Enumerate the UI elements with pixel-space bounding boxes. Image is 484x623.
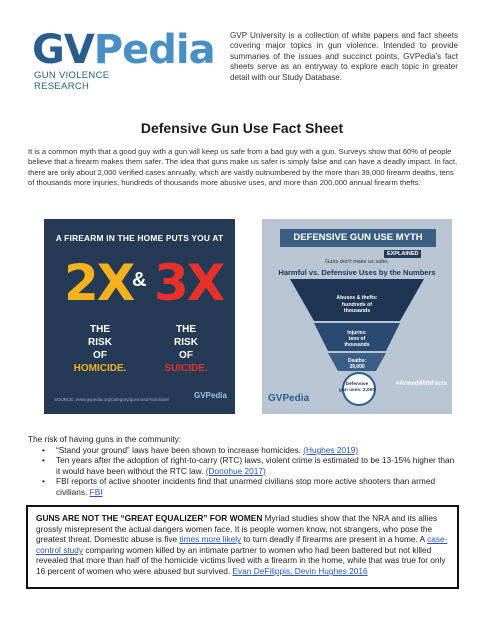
callout-heading: GUNS ARE NOT THE “GREAT EQUALIZER” FOR WOMEN — [36, 513, 263, 523]
myth-banner: DEFENSIVE GUN USE MYTH — [280, 229, 436, 247]
page-title: Defensive Gun Use Fact Sheet — [140, 120, 344, 136]
risk-list — [40, 445, 460, 497]
tier-injuries-label: Injuries: tens of thousands — [344, 330, 370, 348]
infographic-brand: GVPedia — [268, 393, 310, 404]
logo-wordmark: GVPedia — [32, 27, 215, 73]
homicide-multiplier: 2X — [64, 254, 134, 312]
risk-list-intro: The risk of having guns in the community: — [28, 434, 182, 444]
callout-link[interactable]: times more likely — [179, 534, 242, 545]
risk-infographic — [44, 219, 235, 414]
homicide-label: THE RISK OF HOMICIDE. — [73, 324, 127, 374]
callout-link[interactable]: case-control study — [36, 534, 448, 555]
infographic-brand: GVPedia — [194, 391, 227, 400]
women-callout-box: GUNS ARE NOT THE “GREAT EQUALIZER” FOR WOMEN Myriad studies show that the NRA and its allies grossly misrepresent the actual dangers women face. It is people women know, not strangers, who pose the greatest threat. Domestic abuse is five times more likely to turn deadly if firearms are present in a home. A case-control study comparing women killed by an intimate partner to women who had been battered but not killed revealed that more than half of the homicide victims lived with a firearm in the home, while that was true for only 16 percent of women who were abused but survived. Evan DeFilippis, Devin Hughes 2016 — [26, 505, 459, 589]
callout-citation-link[interactable]: Evan DeFilippis, Devin Hughes 2016 — [232, 565, 368, 576]
myth-subline: Guns don't make us safer. — [325, 259, 389, 265]
intro-paragraph: It is a common myth that a good guy with a gun will keep us safe from a bad guy with a gun. Surveys show that 60% of people believe that a firearm makes them safer. The idea that guns make us safer is simply false and can have a deadly impact. In fact, there are only about 2,000 verified cases annually, which are vastly outnumbered by the more than 39,000 firearm deaths, tens of thousands more injuries, hundreds of thousands more abusive uses, and more than 200,000 annual firearm thefts. — [28, 147, 458, 187]
suicide-multiplier: 3X — [154, 254, 224, 312]
tier-abuses-label: Abuses & thefts: hundreds of thousands — [336, 295, 378, 314]
citation-link[interactable]: (Donohue 2017) — [205, 465, 266, 476]
myth-infographic — [262, 219, 452, 414]
hashtag: #ArmedWithFacts — [396, 381, 447, 387]
tier-defensive-label: Defensive gun uses: 2,000 — [339, 382, 375, 393]
ampersand: & — [132, 269, 147, 291]
list-item: • Ten years after the adoption of right-to-carry (RTC) laws, violent crime is estimated to be 13-15% higher than it would have been without the RTC law. (Donohue 2017) — [40, 455, 460, 476]
intro-text: GVP University is a collection of white papers and fact sheets covering major topics in gun violence. Intended to provide summaries of the issues and succinct points, GVPedia’s fact sheets serve as an entryway to explore each topic in greater detail with our Study Database. — [230, 31, 458, 82]
gvpedia-logo — [32, 27, 215, 98]
citation-link[interactable]: FBI — [89, 486, 103, 497]
myth-heading: Harmful vs. Defensive Uses by the Numbers — [278, 268, 436, 277]
suicide-label: THE RISK OF SUICIDE. — [164, 324, 208, 374]
list-item: • “Stand your ground” laws have been shown to increase homicides. (Hughes 2019) — [40, 445, 460, 455]
infographic-source: SOURCE: www.gvpedia.org/category/guns-and-homicide/ — [54, 397, 170, 402]
citation-link[interactable]: (Hughes 2019) — [303, 445, 359, 455]
explained-tag: EXPLAINED — [384, 250, 421, 258]
list-item: • FBI reports of active shooter incidents find that unarmed civilians stop more active shooters than armed civilians. FBI — [40, 476, 460, 497]
logo-subtitle: GUN VIOLENCE RESEARCH — [34, 70, 110, 92]
tier-deaths-label: Deaths: 39,000 — [347, 358, 367, 370]
risk-infographic-heading: A FIREARM IN THE HOME PUTS YOU AT — [55, 233, 224, 243]
